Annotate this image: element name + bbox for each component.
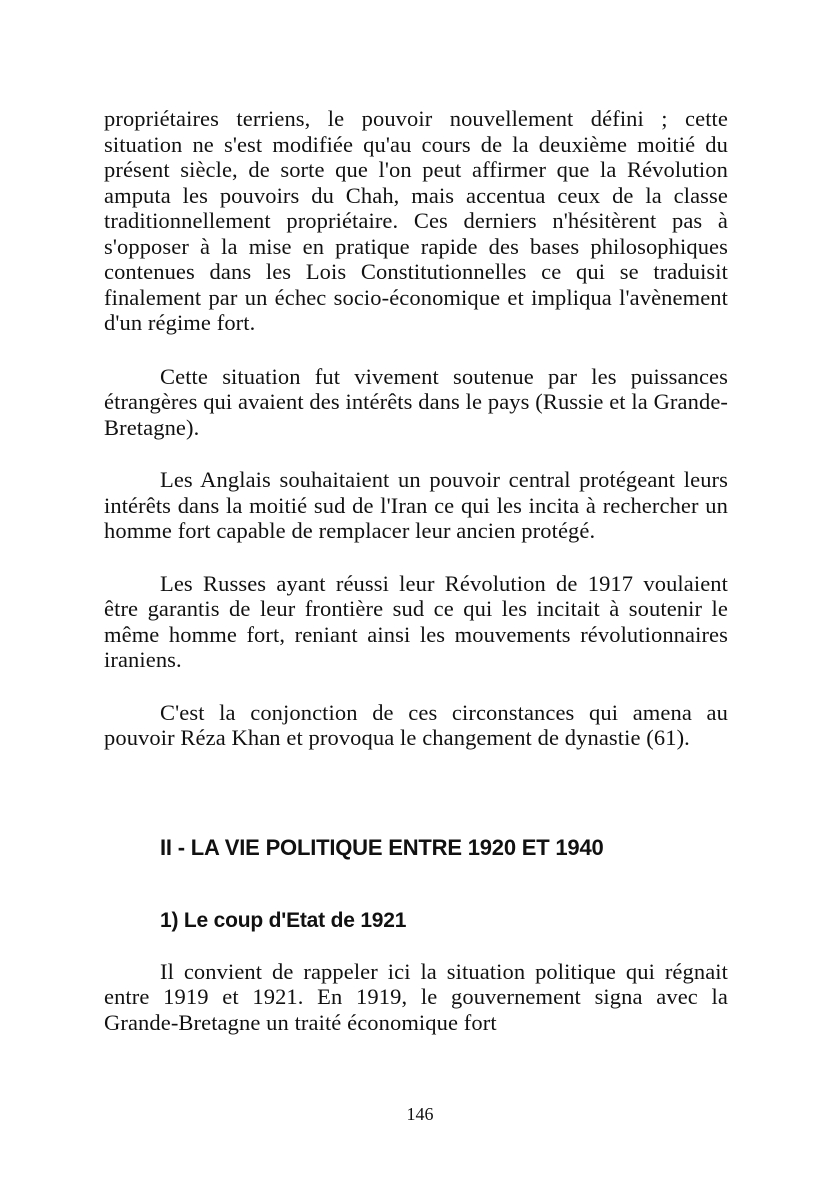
paragraph-2: Cette situation fut vivement soutenue par les puissances étrangères qui avaient des intérêts dans le pays (Russie et la Grande-Bretagne). (104, 363, 728, 440)
page-body (104, 106, 728, 1035)
paragraph-4: Les Russes ayant réussi leur Révolution de 1917 voulaient être garantis de leur frontière sud ce qui les incitait à soutenir le même homme fort, reniant ainsi les mouvements révolutionnaires iraniens. (104, 570, 728, 672)
sub-heading: 1) Le coup d'Etat de 1921 (160, 908, 407, 932)
paragraph-5: C'est la conjonction de ces circonstances qui amena au pouvoir Réza Khan et provoqua le changement de dynastie (61). (104, 699, 728, 750)
paragraph-6: Il convient de rappeler ici la situation politique qui régnait entre 1919 et 1921. En 1919, le gouvernement signa avec la Grande-Bretagne un traité économique fort (104, 958, 728, 1035)
paragraph-1: propriétaires terriens, le pouvoir nouvellement défini ; cette situation ne s'est modifiée qu'au cours de la deuxième moitié du présent siècle, de sorte que l'on peut affirmer que la Révolution amputa les pouvoirs du Chah, mais accentua ceux de la classe traditionnellement propriétaire. Ces derniers n'hésitèrent pas à s'opposer à la mise en pratique rapide des bases philosophiques contenues dans les Lois Constitutionnelles ce qui se traduisit finalement par un échec socio-économique et impliqua l'avènement d'un régime fort. (104, 106, 728, 335)
paragraph-3: Les Anglais souhaitaient un pouvoir central protégeant leurs intérêts dans la moitié sud de l'Iran ce qui les incita à rechercher un homme fort capable de remplacer leur ancien protégé. (104, 467, 728, 543)
page-number: 146 (406, 1104, 434, 1124)
section-heading: II - LA VIE POLITIQUE ENTRE 1920 ET 1940 (160, 834, 604, 860)
